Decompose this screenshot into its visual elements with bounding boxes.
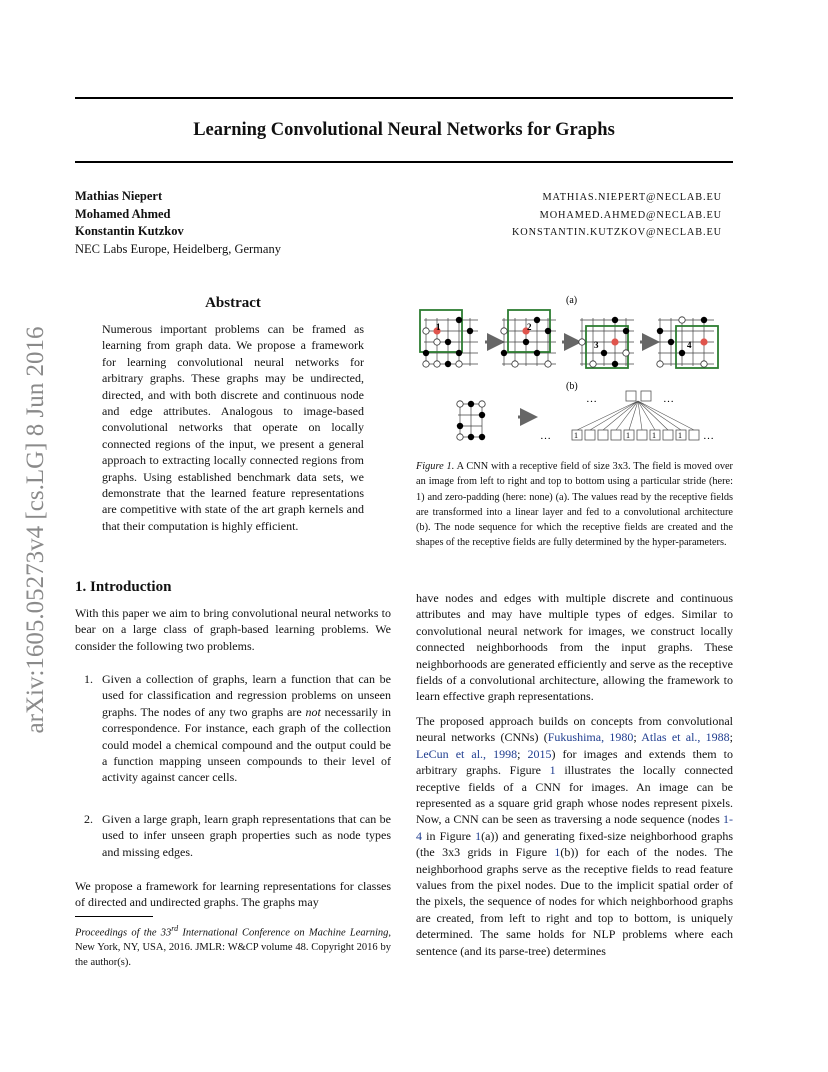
vector-value: 1 [678,431,682,440]
node-label: 2 [527,322,532,332]
figure-label-a: (a) [566,295,578,306]
citation-link[interactable]: Atlas et al., 1988 [641,730,730,745]
grid-panel-4 [657,317,718,368]
list-text: Given a collection of graphs, learn a function that can be used for classification and regression problems on unseen graphs. The nodes of any two graphs are not necessarily in correspondence. For instance, each graph of the collection could model a chemical compound and the output could be a function mapping unseen compounds to their level of activity against cancer cells. [102,672,391,785]
email[interactable]: KONSTANTIN.KUTZKOV@NECLAB.EU [511,227,722,238]
list-item [84,811,391,860]
email[interactable]: MATHIAS.NIEPERT@NECLAB.EU [542,192,722,203]
figure-label-b: (b) [566,381,578,392]
email-block [512,189,722,242]
author-name: Mohamed Ahmed [75,206,171,221]
figure-caption: Figure 1. A CNN with a receptive field of size 3x3. The field is moved over an image from left to right and top to bottom using a particular stride (here: 1) and zero-padding (here: none) (a). The values read by the receptive fields are transformed into a linear layer and fed to a convolutional architecture (b). The node sequence for which the receptive fields are created and the shapes of the receptive fields are fully determined by the hyper-parameters. [416,461,733,549]
author-block [75,188,281,258]
right-column-paragraph: have nodes and edges with multiple discrete and continuous attributes and may have multiple types of edges. Similar to convolutional neural network for images, we construct locally connected neighborhoods from the input graphs. These neighborhoods are generated efficiently and serve as the receptive fields of a convolutional architecture, allowing the framework to learn effective graph representations. [416,591,733,704]
section-heading: 1. Introduction [75,579,172,595]
intro-paragraph: We propose a framework for learning representations for classes of directed and undirected graphs. The graphs may [75,879,391,910]
node-label: 4 [687,340,692,350]
figure-ref-link[interactable]: 1 [475,828,482,843]
abstract-text: Numerous important problems can be framed as learning from graph data. We propose a framework for learning convolutional neural networks for arbitrary graphs. These graphs may be undirected, directed, and with both discrete and continuous node and edge attributes. Analogous to image-based convolutional networks that operate on locally connected regions of the input, we present a general approach to extracting locally connected regions from graphs. Using established benchmark data sets, we demonstrate that the learned feature representations are competitive with state of the art graph kernels and that their computation is highly efficient. [102,322,364,533]
author-name: Mathias Niepert [75,189,163,203]
citation-link[interactable]: 2015 [527,746,552,761]
list-number: 1. [84,672,93,686]
list-text: Given a large graph, learn graph representations that can be used to infer unseen graph properties such as node types and missing edges. [102,812,391,859]
node-label: 3 [594,340,599,350]
vector-value: 1 [626,431,630,440]
list-item [84,671,391,786]
affiliation: NEC Labs Europe, Heidelberg, Germany [75,241,281,256]
intro-paragraph: With this paper we aim to bring convolutional neural networks to bear on a large class of graph-based learning problems. We consider the following two problems. [75,606,391,653]
figure-ref-link[interactable]: 1 [554,845,561,860]
node-label: 1 [436,322,441,332]
abstract-heading: Abstract [205,295,261,311]
paper-title: Learning Convolutional Neural Networks for Graphs [193,120,615,140]
vector-value: 1 [574,431,578,440]
ellipsis: … [586,393,597,405]
ellipsis: … [663,393,674,405]
arxiv-id: arXiv:1605.05273v4 [cs.LG] 8 Jun 2016 [22,326,49,734]
footnote-rule [75,916,153,917]
right-column-paragraph: The proposed approach builds on concepts from convolutional neural networks (CNNs) (Fukushima, 1980; Atlas et al., 1988; LeCun et al., 1998; 2015) for images and extends them to arbitrary graphs. Figure 1 illustrates the locally connected receptive fields of a CNN for images. An image can be represented as a square grid graph whose nodes represent pixels. Now, a CNN can be seen as traversing a node sequence (nodes 1-4 in Figure 1(a)) and generating fixed-size neighborhood graphs (the 3x3 grids in Figure 1(b)) for each of the nodes. The neighborhood graphs serve as the receptive fields to read feature values from the pixel nodes. Due to the implicit spatial order of the pixels, the sequence of nodes for which neighborhood graphs are created, from left to right and top to bottom, is uniquely determined. The same holds for NLP problems where each sentence (and its parse-tree) determines [416,714,734,958]
figure-ref-link[interactable]: 1-4 [416,812,733,843]
receptive-field-grid [457,401,485,440]
citation-link[interactable]: Fukushima, 1980 [547,730,634,745]
vector-value: 1 [652,431,656,440]
footnote: Proceedings of the 33rd International Conference on Machine Learning, New York, NY, USA, 2016. JMLR: W&CP volume 48. Copyright 2016 by the author(s). [75,924,391,968]
figure-1 [416,290,733,450]
ellipsis: … [703,430,714,442]
grid-panel-1 [420,310,478,367]
grid-panel-2 [501,310,556,367]
figure-ref-link[interactable]: 1 [549,763,556,778]
grid-panel-3 [579,317,634,368]
author-name: Konstantin Kutzkov [75,224,184,238]
email[interactable]: MOHAMED.AHMED@NECLAB.EU [539,209,722,221]
title-bottom-rule [75,161,733,163]
citation-link[interactable]: LeCun et al., 1998 [416,746,518,761]
arxiv-watermark [16,295,56,765]
top-rule [75,97,733,99]
fan-lines [577,401,694,430]
ellipsis: … [540,430,551,442]
list-number: 2. [84,812,93,826]
